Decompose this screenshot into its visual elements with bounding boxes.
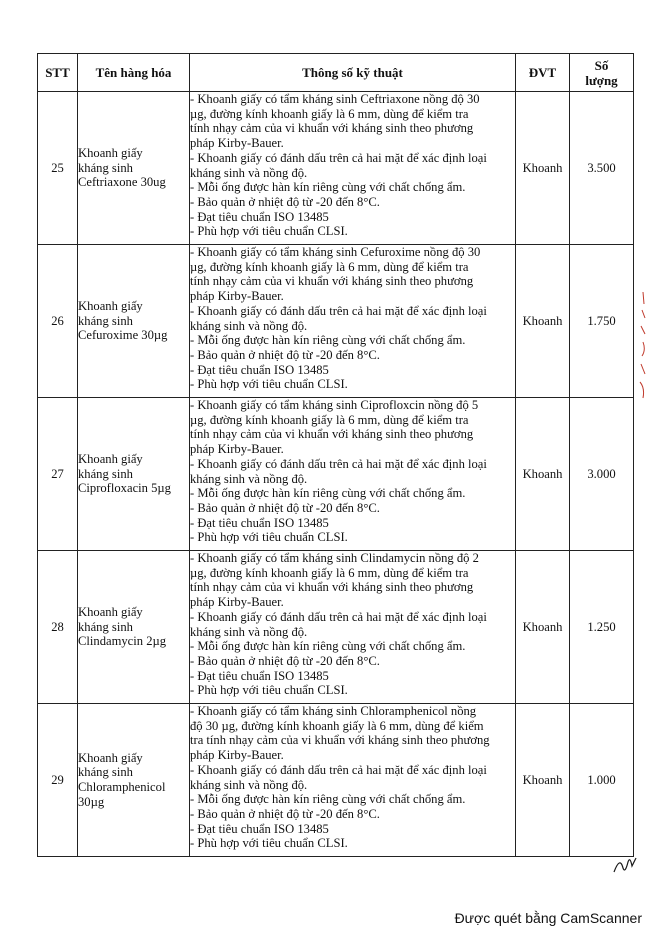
specification-line: µg, đường kính khoanh giấy là 6 mm, dùng để kiểm tra [190,259,469,274]
specification-line: - Bảo quản ở nhiệt độ từ -20 đến 8°C. [190,194,380,209]
table-row [38,704,634,857]
specification-line: pháp Kirby-Bauer. [190,289,284,304]
specification-line: - Bảo quản ở nhiệt độ từ -20 đến 8°C. [190,500,380,515]
table-row [38,398,634,551]
row-product-name [78,245,190,398]
product-name-line: Ceftriaxone 30ug [78,175,166,190]
specification-line: - Mỗi ống được hàn kín riêng cùng với chất chống ẩm. [190,639,466,654]
specification-line: - Phù hợp với tiêu chuẩn CLSI. [190,377,348,392]
specification-line: - Bảo quản ở nhiệt độ từ -20 đến 8°C. [190,347,380,362]
row-product-name [78,704,190,857]
row-specification [190,704,516,857]
specification-line: độ 30 µg, đường kính khoanh giấy là 6 mm, dùng để kiểm [190,718,484,733]
table-row [38,551,634,704]
specification-table [37,53,634,857]
row-product-name [78,398,190,551]
margin-handwriting-mark [637,290,649,400]
row-stt: 28 [38,551,78,704]
specification-line: - Khoanh giấy có tẩm kháng sinh Ciprofloxcin nồng độ 5 [190,398,479,412]
header-quantity-line: lượng [585,72,618,88]
product-name-line: kháng sinh [78,160,133,175]
header-unit: ĐVT [516,54,570,92]
row-unit: Khoanh [516,551,570,704]
specification-line: tra tính nhạy cảm của vi khuẩn với kháng sinh theo phương [190,733,490,748]
specification-line: kháng sinh và nồng độ. [190,318,308,333]
specification-line: - Mỗi ống được hàn kín riêng cùng với chất chống ẩm. [190,486,466,501]
specification-line: tính nhạy cảm của vi khuẩn với kháng sinh theo phương [190,580,474,595]
specification-line: pháp Kirby-Bauer. [190,595,284,610]
row-unit: Khoanh [516,398,570,551]
specification-line: - Khoanh giấy có đánh dấu trên cả hai mặt để xác định loại [190,150,487,165]
specification-line: - Phù hợp với tiêu chuẩn CLSI. [190,836,348,851]
specification-line: - Đạt tiêu chuẩn ISO 13485 [190,209,329,224]
header-specification: Thông số kỹ thuật [190,54,516,92]
product-name-line: Clindamycin 2µg [78,634,167,649]
specification-line: - Đạt tiêu chuẩn ISO 13485 [190,821,329,836]
table-row [38,92,634,245]
specification-line: pháp Kirby-Bauer. [190,136,284,151]
specification-line: - Đạt tiêu chuẩn ISO 13485 [190,362,329,377]
product-name-line: Khoanh giấy [78,145,143,160]
specification-line: - Khoanh giấy có tẩm kháng sinh Clindamycin nồng độ 2 [190,551,479,565]
specification-line: kháng sinh và nồng độ. [190,165,308,180]
header-quantity-line: Số [594,57,609,73]
product-name-line: kháng sinh [78,765,133,780]
specification-line: kháng sinh và nồng độ. [190,471,308,486]
specification-line: - Đạt tiêu chuẩn ISO 13485 [190,515,329,530]
specification-line: - Phù hợp với tiêu chuẩn CLSI. [190,530,348,545]
row-stt: 27 [38,398,78,551]
table-header-row [38,54,634,92]
row-quantity: 1.750 [570,245,634,398]
specification-line: µg, đường kính khoanh giấy là 6 mm, dùng để kiểm tra [190,106,469,121]
specification-line: - Khoanh giấy có đánh dấu trên cả hai mặt để xác định loại [190,456,487,471]
row-stt: 29 [38,704,78,857]
product-name-line: kháng sinh [78,619,133,634]
specification-line: - Phù hợp với tiêu chuẩn CLSI. [190,683,348,698]
specification-line: - Khoanh giấy có tẩm kháng sinh Ceftriaxone nồng độ 30 [190,92,480,106]
row-unit: Khoanh [516,704,570,857]
product-name-line: Khoanh giấy [78,604,143,619]
row-specification [190,551,516,704]
row-unit: Khoanh [516,92,570,245]
specification-line: - Khoanh giấy có tẩm kháng sinh Chloramphenicol nồng [190,704,477,718]
specification-line: kháng sinh và nồng độ. [190,624,308,639]
specification-line: - Khoanh giấy có đánh dấu trên cả hai mặt để xác định loại [190,303,487,318]
row-product-name [78,551,190,704]
specification-line: - Mỗi ống được hàn kín riêng cùng với chất chống ẩm. [190,180,466,195]
specification-line: µg, đường kính khoanh giấy là 6 mm, dùng để kiểm tra [190,412,469,427]
specification-line: tính nhạy cảm của vi khuẩn với kháng sinh theo phương [190,121,474,136]
row-product-name [78,92,190,245]
header-product-name: Tên hàng hóa [78,54,190,92]
product-name-line: kháng sinh [78,313,133,328]
row-quantity: 1.250 [570,551,634,704]
product-name-line: 30µg [78,794,105,809]
product-name-line: Khoanh giấy [78,298,143,313]
specification-line: - Mỗi ống được hàn kín riêng cùng với chất chống ẩm. [190,792,466,807]
row-specification [190,398,516,551]
product-name-line: kháng sinh [78,466,133,481]
row-stt: 26 [38,245,78,398]
specification-line: - Khoanh giấy có tẩm kháng sinh Cefuroxime nồng độ 30 [190,245,481,259]
product-name-line: Ciprofloxacin 5µg [78,481,171,496]
specification-line: - Mỗi ống được hàn kín riêng cùng với chất chống ẩm. [190,333,466,348]
header-stt: STT [38,54,78,92]
row-specification [190,245,516,398]
row-quantity: 1.000 [570,704,634,857]
specification-line: - Khoanh giấy có đánh dấu trên cả hai mặt để xác định loại [190,609,487,624]
specification-line: - Bảo quản ở nhiệt độ từ -20 đến 8°C. [190,806,380,821]
specification-line: pháp Kirby-Bauer. [190,442,284,457]
product-name-line: Khoanh giấy [78,750,143,765]
product-name-line: Chloramphenicol [78,780,166,794]
specification-line: µg, đường kính khoanh giấy là 6 mm, dùng để kiểm tra [190,565,469,580]
row-quantity: 3.000 [570,398,634,551]
product-name-line: Khoanh giấy [78,451,143,466]
header-quantity [570,54,634,92]
specification-line: pháp Kirby-Bauer. [190,748,284,763]
signature-mark [612,852,638,876]
row-quantity: 3.500 [570,92,634,245]
specification-line: kháng sinh và nồng độ. [190,777,308,792]
specification-line: tính nhạy cảm của vi khuẩn với kháng sinh theo phương [190,427,474,442]
row-specification [190,92,516,245]
specification-line: tính nhạy cảm của vi khuẩn với kháng sinh theo phương [190,274,474,289]
row-stt: 25 [38,92,78,245]
specification-line: - Phù hợp với tiêu chuẩn CLSI. [190,224,348,239]
row-unit: Khoanh [516,245,570,398]
product-name-line: Cefuroxime 30µg [78,328,168,343]
table-row [38,245,634,398]
specification-line: - Đạt tiêu chuẩn ISO 13485 [190,668,329,683]
specification-line: - Bảo quản ở nhiệt độ từ -20 đến 8°C. [190,653,380,668]
scanner-watermark: Được quét bằng CamScanner [454,910,642,926]
specification-line: - Khoanh giấy có đánh dấu trên cả hai mặt để xác định loại [190,762,487,777]
